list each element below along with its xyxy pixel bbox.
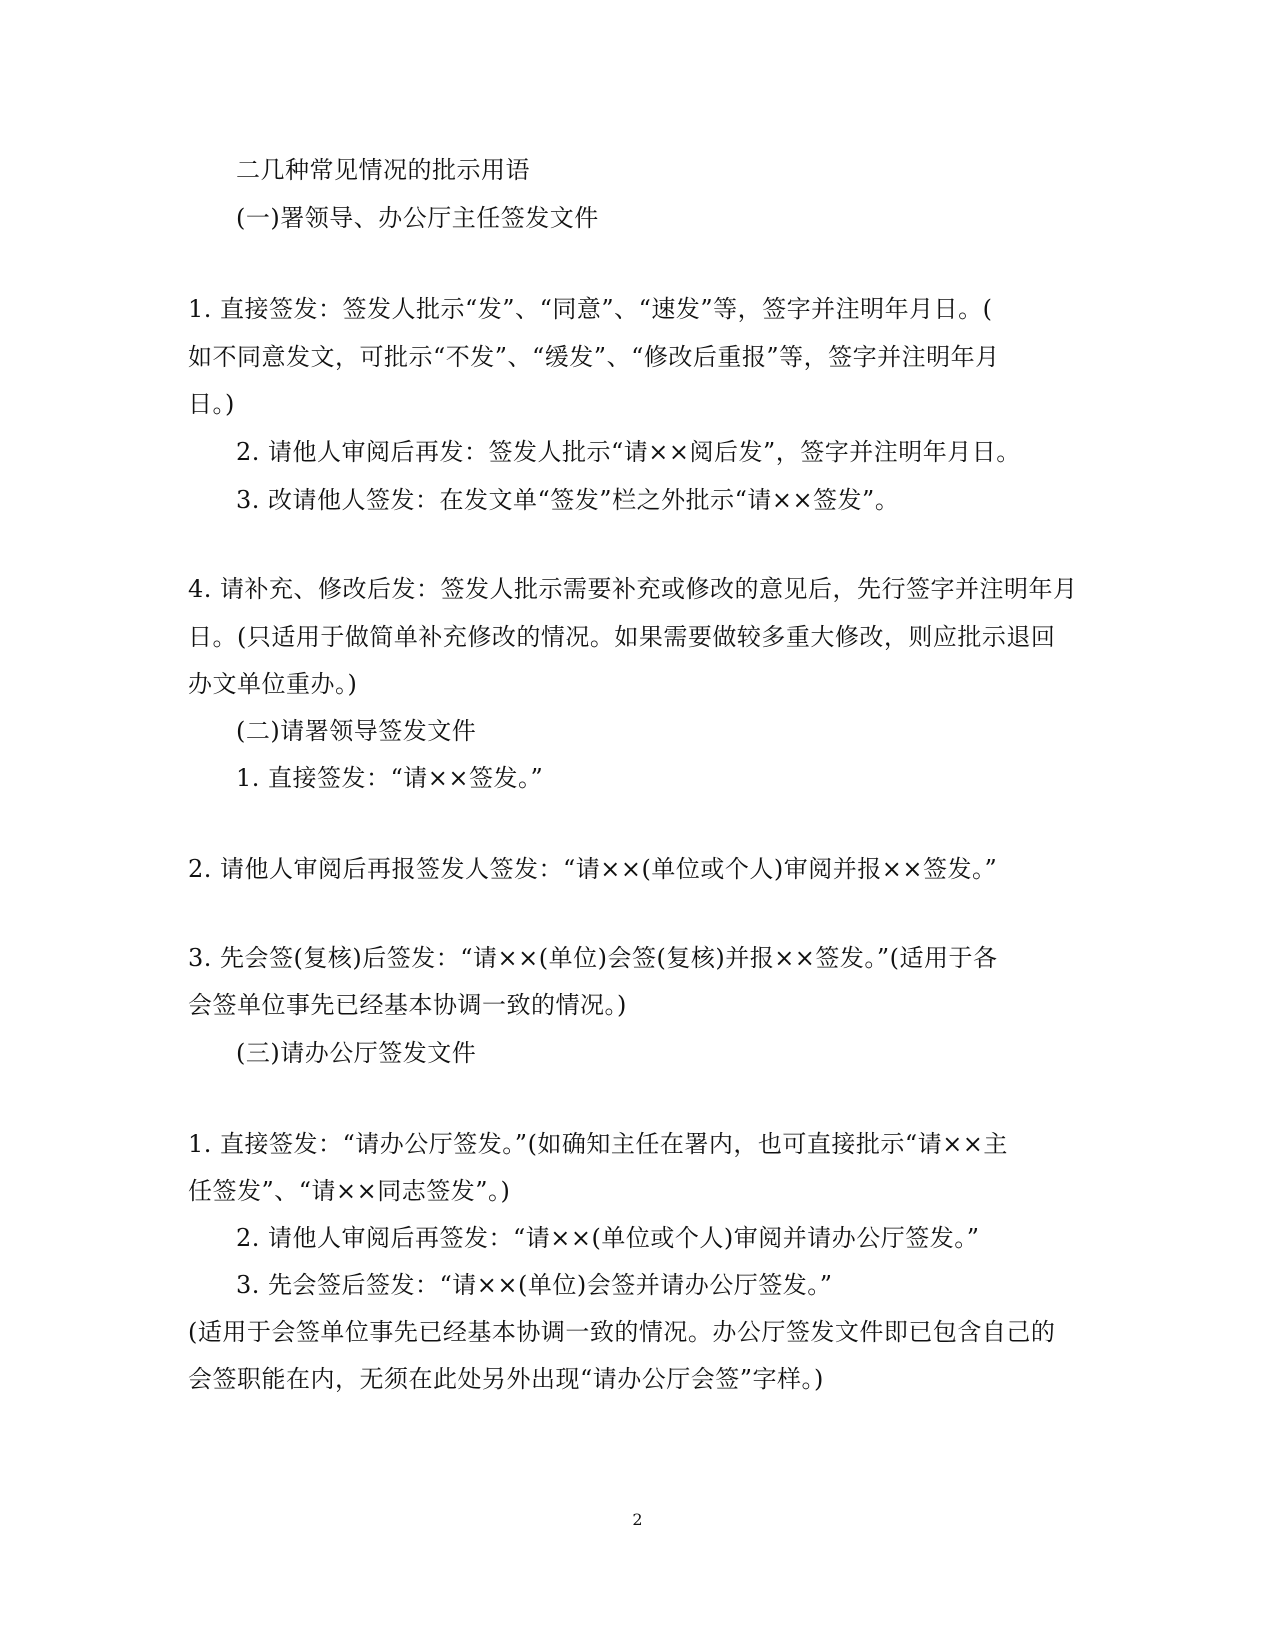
paragraph-line: 会签职能在内，无须在此处另外出现“请办公厅会签”字样。) [188,1365,824,1393]
subsection-heading: (三)请办公厅签发文件 [236,1039,477,1067]
paragraph-line: 1. 直接签发：签发人批示“发”、“同意”、“速发”等，签字并注明年月日。( [188,295,993,323]
paragraph-line: 2. 请他人审阅后再发：签发人批示“请××阅后发”，签字并注明年月日。 [236,438,1021,466]
paragraph-line: 3. 改请他人签发：在发文单“签发”栏之外批示“请××签发”。 [236,486,900,514]
paragraph-line: 1. 直接签发：“请办公厅签发。”(如确知主任在署内，也可直接批示“请××主 [188,1130,1008,1158]
paragraph-line: (适用于会签单位事先已经基本协调一致的情况。办公厅签发文件即已包含自己的 [188,1318,1056,1346]
subsection-heading: (一)署领导、办公厅主任签发文件 [236,204,599,232]
section-heading: 二几种常见情况的批示用语 [236,156,530,184]
paragraph-line: 4. 请补充、修改后发：签发人批示需要补充或修改的意见后，先行签字并注明年月 [188,575,1078,603]
paragraph-line: 日。(只适用于做简单补充修改的情况。如果需要做较多重大修改，则应批示退回 [188,623,1056,651]
paragraph-line: 如不同意发文，可批示“不发”、“缓发”、“修改后重报”等，签字并注明年月 [188,343,1000,371]
paragraph-line: 2. 请他人审阅后再报签发人签发：“请××(单位或个人)审阅并报××签发。” [188,855,998,883]
page-number: 2 [632,1510,643,1529]
paragraph-line: 1. 直接签发：“请××签发。” [236,764,544,792]
paragraph-line: 3. 先会签后签发：“请××(单位)会签并请办公厅签发。” [236,1271,833,1299]
paragraph-line: 2. 请他人审阅后再签发：“请××(单位或个人)审阅并请办公厅签发。” [236,1224,980,1252]
paragraph-line: 任签发”、“请××同志签发”。) [188,1177,511,1205]
paragraph-line: 日。) [188,390,235,418]
paragraph-line: 办文单位重办。) [188,670,358,698]
subsection-heading: (二)请署领导签发文件 [236,717,477,745]
paragraph-line: 会签单位事先已经基本协调一致的情况。) [188,991,627,1019]
paragraph-line: 3. 先会签(复核)后签发：“请××(单位)会签(复核)并报××签发。”(适用于各 [188,944,998,972]
